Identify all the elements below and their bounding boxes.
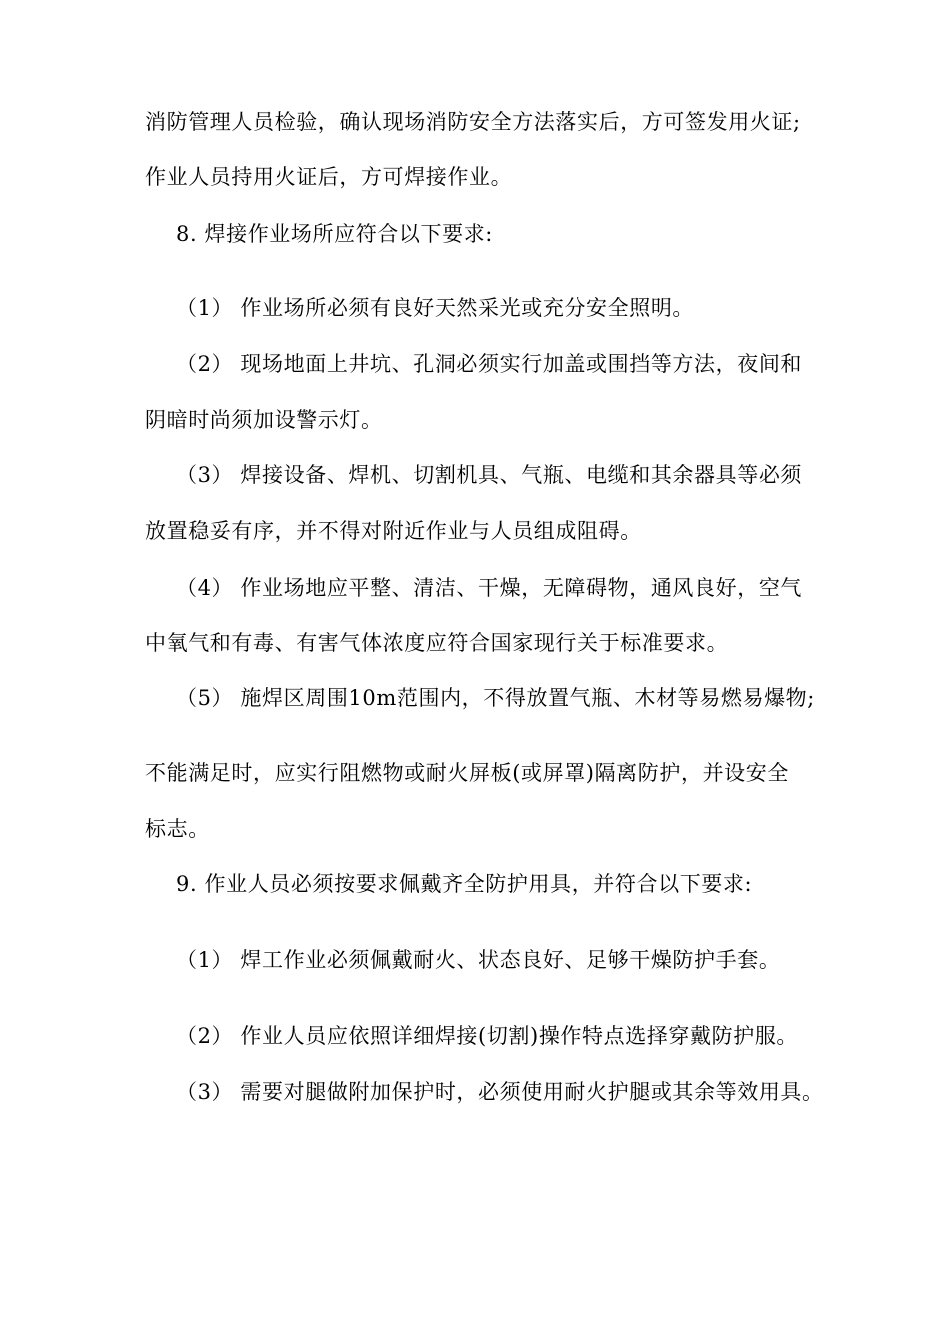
list-item-8-3-cont: 放置稳妥有序，并不得对附近作业与人员组成阻碍。 bbox=[145, 519, 642, 543]
text-line-2: 作业人员持用火证后，方可焊接作业。 bbox=[145, 165, 513, 189]
list-item-8-2-cont: 阴暗时尚须加设警示灯。 bbox=[145, 408, 383, 432]
list-item-9-3: （3） 需要对腿做附加保护时，必须使用耐火护腿或其余等效用具。 bbox=[176, 1080, 824, 1104]
list-item-9-2: （2） 作业人员应依照详细焊接(切割)操作特点选择穿戴防护服。 bbox=[176, 1024, 799, 1048]
list-item-8-4: （4） 作业场地应平整、清洁、干燥，无障碍物，通风良好，空气 bbox=[176, 576, 803, 600]
section-heading-8: 8. 焊接作业场所应符合以下要求: bbox=[176, 222, 493, 246]
section-heading-9: 9. 作业人员必须按要求佩戴齐全防护用具，并符合以下要求: bbox=[176, 872, 753, 896]
list-item-8-5: （5） 施焊区周围10m范围内，不得放置气瓶、木材等易燃易爆物; bbox=[176, 686, 815, 710]
list-item-8-5-cont2: 标志。 bbox=[145, 817, 210, 841]
list-item-8-2: （2） 现场地面上井坑、孔洞必须实行加盖或围挡等方法，夜间和 bbox=[176, 352, 803, 376]
list-item-8-1: （1） 作业场所必须有良好天然采光或充分安全照明。 bbox=[176, 296, 695, 320]
list-item-8-4-cont: 中氧气和有毒、有害气体浓度应符合国家现行关于标准要求。 bbox=[145, 631, 729, 655]
list-item-9-1: （1） 焊工作业必须佩戴耐火、状态良好、足够干燥防护手套。 bbox=[176, 948, 781, 972]
list-item-8-3: （3） 焊接设备、焊机、切割机具、气瓶、电缆和其余器具等必须 bbox=[176, 463, 803, 487]
text-line-1: 消防管理人员检验，确认现场消防安全方法落实后，方可签发用火证; bbox=[145, 110, 801, 134]
list-item-8-5-cont: 不能满足时，应实行阻燃物或耐火屏板(或屏罩)隔离防护，并设安全 bbox=[145, 761, 789, 785]
